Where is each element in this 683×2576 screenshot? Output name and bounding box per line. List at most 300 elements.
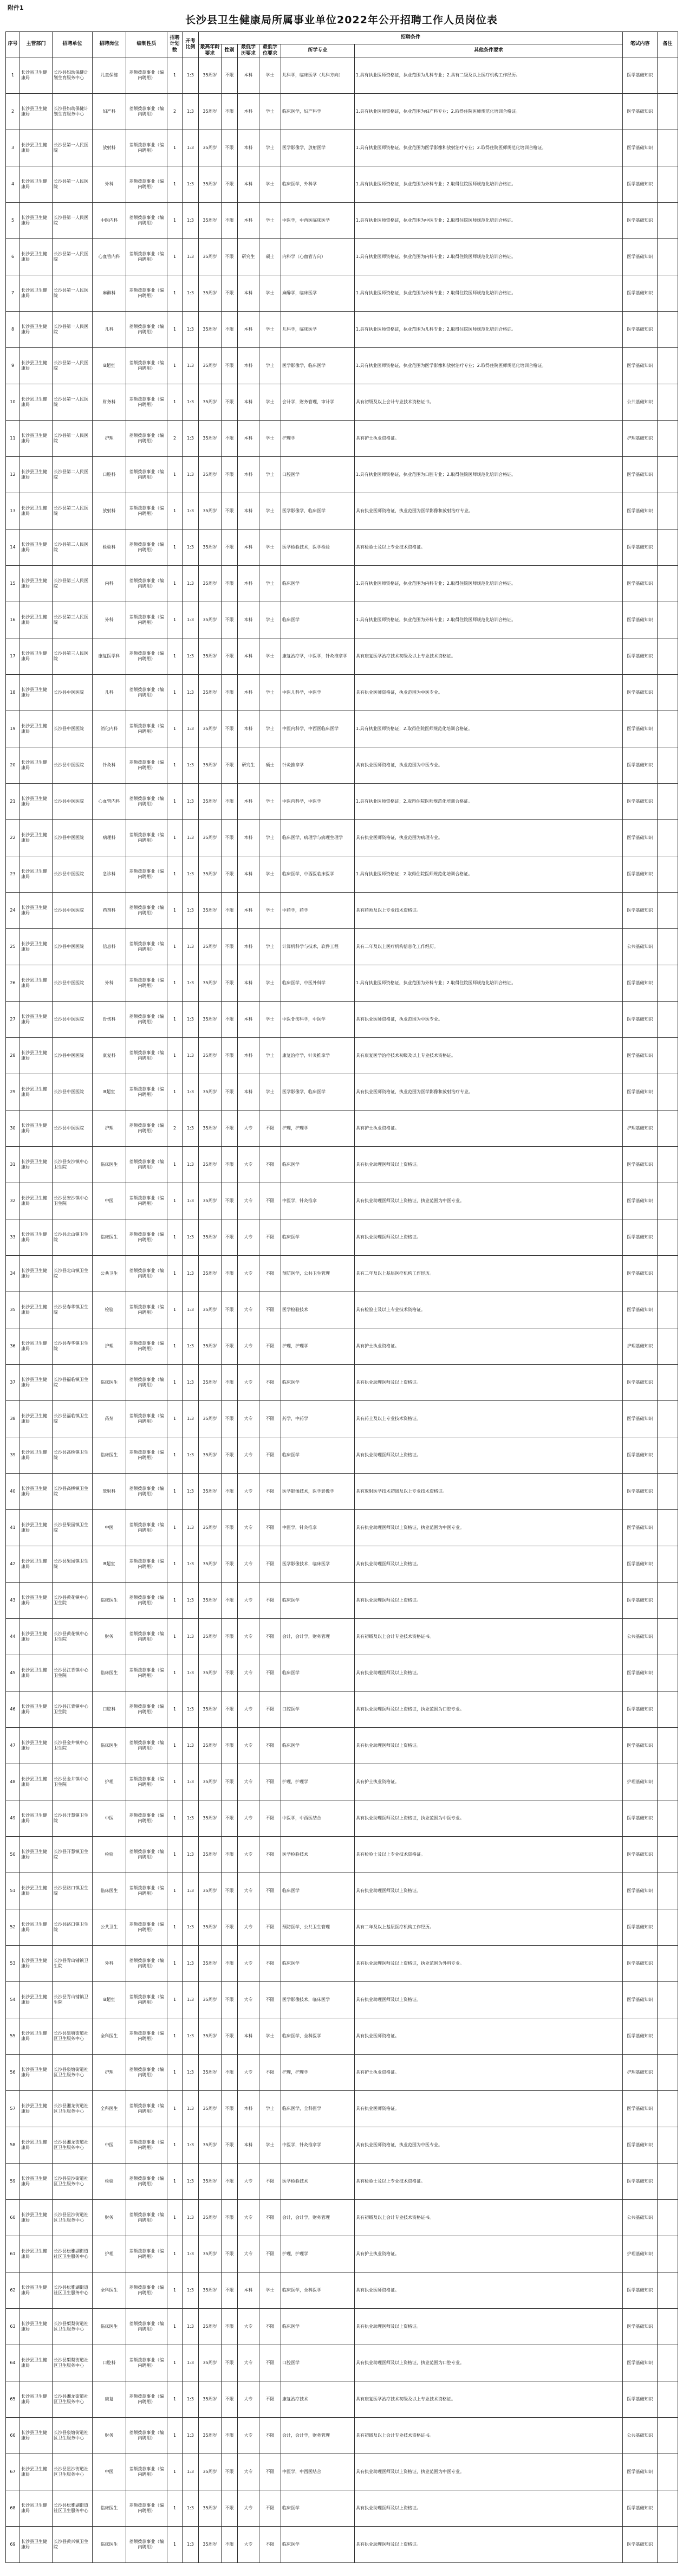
cell-other: 1.具有执业医师资格证；2.取得住院医师规范化培训合格证。 bbox=[355, 784, 623, 820]
cell-unit: 长沙县安沙镇中心卫生院 bbox=[53, 1183, 93, 1219]
cell-other: 1.具有执业医师资格证；2.取得住院医师规范化培训合格证。 bbox=[355, 711, 623, 747]
cell-count: 1 bbox=[167, 856, 183, 893]
cell-seq: 7 bbox=[6, 275, 20, 312]
cell-remark bbox=[658, 1510, 678, 1546]
cell-edu: 本科 bbox=[238, 820, 259, 856]
cell-exam: 医学基础知识 bbox=[623, 1982, 658, 2018]
cell-ratio: 1:3 bbox=[183, 1800, 199, 1837]
cell-ratio: 1:3 bbox=[183, 2454, 199, 2490]
cell-post: 儿科 bbox=[93, 312, 126, 348]
cell-gender: 不限 bbox=[222, 130, 238, 166]
cell-unit: 长沙县第二人民医院 bbox=[53, 457, 93, 493]
cell-ratio: 1:3 bbox=[183, 1546, 199, 1583]
cell-count: 1 bbox=[167, 2381, 183, 2418]
cell-post: 临床医生 bbox=[93, 2490, 126, 2527]
cell-exam: 医学基础知识 bbox=[623, 1655, 658, 1691]
cell-count: 1 bbox=[167, 602, 183, 638]
cell-dept: 长沙县卫生健康局 bbox=[20, 1401, 53, 1437]
header-remark: 备注 bbox=[658, 32, 678, 57]
cell-age: 35周岁 bbox=[199, 1219, 222, 1256]
cell-gender: 不限 bbox=[222, 1655, 238, 1691]
cell-ratio: 1:3 bbox=[183, 1982, 199, 2018]
cell-major: 中医骨伤科学，中医学 bbox=[281, 1002, 355, 1038]
cell-type: 差额拨款事业（编内聘用） bbox=[126, 1691, 167, 1728]
cell-ratio: 1:3 bbox=[183, 348, 199, 384]
cell-exam: 医学基础知识 bbox=[623, 1292, 658, 1328]
cell-age: 35周岁 bbox=[199, 1111, 222, 1147]
cell-exam: 医学基础知识 bbox=[623, 2164, 658, 2200]
cell-type: 差额拨款事业（编内聘用） bbox=[126, 166, 167, 203]
cell-gender: 不限 bbox=[222, 965, 238, 1002]
cell-unit: 长沙县中医医院 bbox=[53, 747, 93, 784]
cell-degree: 学士 bbox=[259, 275, 281, 312]
cell-remark bbox=[658, 602, 678, 638]
table-row bbox=[6, 2091, 678, 2127]
cell-dept: 长沙县卫生健康局 bbox=[20, 130, 53, 166]
cell-age: 35周岁 bbox=[199, 1764, 222, 1800]
cell-age: 35周岁 bbox=[199, 2527, 222, 2563]
cell-dept: 长沙县卫生健康局 bbox=[20, 1728, 53, 1764]
cell-exam: 医学基础知识 bbox=[623, 530, 658, 566]
cell-other: 具有执业医师资格证，执业范围为中医专业。 bbox=[355, 2127, 623, 2164]
cell-dept: 长沙县卫生健康局 bbox=[20, 1546, 53, 1583]
cell-unit: 长沙县北山镇卫生院 bbox=[53, 1256, 93, 1292]
cell-degree: 不限 bbox=[259, 1909, 281, 1946]
cell-unit: 长沙县北山镇卫生院 bbox=[53, 1219, 93, 1256]
cell-post: 护理 bbox=[93, 2055, 126, 2091]
cell-seq: 34 bbox=[6, 1256, 20, 1292]
cell-exam: 医学基础知识 bbox=[623, 602, 658, 638]
table-row bbox=[6, 1002, 678, 1038]
cell-age: 35周岁 bbox=[199, 820, 222, 856]
cell-major: 护理，护理学 bbox=[281, 2055, 355, 2091]
cell-other: 具有二年及以上基层医疗机构工作经历。 bbox=[355, 1909, 623, 1946]
cell-gender: 不限 bbox=[222, 457, 238, 493]
cell-seq: 10 bbox=[6, 384, 20, 421]
cell-remark bbox=[658, 166, 678, 203]
cell-ratio: 1:3 bbox=[183, 530, 199, 566]
cell-seq: 63 bbox=[6, 2309, 20, 2345]
cell-ratio: 1:3 bbox=[183, 166, 199, 203]
cell-edu: 本科 bbox=[238, 675, 259, 711]
cell-major: 中医学，针灸推拿 bbox=[281, 1183, 355, 1219]
cell-other: 具有放射医学技术初级及以上专业技术资格证。 bbox=[355, 1474, 623, 1510]
cell-major: 临床医学 bbox=[281, 1437, 355, 1474]
cell-gender: 不限 bbox=[222, 166, 238, 203]
table-row bbox=[6, 1619, 678, 1655]
cell-edu: 大专 bbox=[238, 1946, 259, 1982]
cell-type: 差额拨款事业（编内聘用） bbox=[126, 747, 167, 784]
cell-edu: 大专 bbox=[238, 2236, 259, 2272]
cell-type: 差额拨款事业（编内聘用） bbox=[126, 711, 167, 747]
cell-unit: 长沙县松雅湖街道社区卫生服务中心 bbox=[53, 2272, 93, 2309]
cell-unit: 长沙县第一人民医院 bbox=[53, 203, 93, 239]
cell-seq: 55 bbox=[6, 2018, 20, 2055]
table-row bbox=[6, 1837, 678, 1873]
cell-seq: 29 bbox=[6, 1074, 20, 1111]
cell-exam: 公共基础知识 bbox=[623, 384, 658, 421]
cell-exam: 护理基础知识 bbox=[623, 2236, 658, 2272]
cell-count: 1 bbox=[167, 1328, 183, 1365]
cell-degree: 不限 bbox=[259, 2527, 281, 2563]
cell-unit: 长沙县㮾梨街道社区卫生服务中心 bbox=[53, 2309, 93, 2345]
cell-remark bbox=[658, 2381, 678, 2418]
cell-degree: 不限 bbox=[259, 1510, 281, 1546]
cell-gender: 不限 bbox=[222, 312, 238, 348]
cell-seq: 45 bbox=[6, 1655, 20, 1691]
cell-major: 中医内科学，中医学 bbox=[281, 784, 355, 820]
cell-seq: 35 bbox=[6, 1292, 20, 1328]
cell-major: 中医学，中西医临床医学 bbox=[281, 203, 355, 239]
cell-count: 1 bbox=[167, 1655, 183, 1691]
cell-type: 差额拨款事业（编内聘用） bbox=[126, 94, 167, 130]
table-row bbox=[6, 1474, 678, 1510]
cell-ratio: 1:3 bbox=[183, 457, 199, 493]
cell-type: 差额拨款事业（编内聘用） bbox=[126, 2418, 167, 2454]
cell-ratio: 1:3 bbox=[183, 929, 199, 965]
cell-edu: 大专 bbox=[238, 2490, 259, 2527]
table-row bbox=[6, 675, 678, 711]
cell-count: 1 bbox=[167, 1401, 183, 1437]
cell-remark bbox=[658, 312, 678, 348]
cell-age: 35周岁 bbox=[199, 2018, 222, 2055]
cell-gender: 不限 bbox=[222, 2055, 238, 2091]
cell-post: 内科 bbox=[93, 566, 126, 602]
cell-unit: 长沙县金井镇中心卫生院 bbox=[53, 1728, 93, 1764]
cell-count: 1 bbox=[167, 2309, 183, 2345]
cell-dept: 长沙县卫生健康局 bbox=[20, 2127, 53, 2164]
cell-count: 1 bbox=[167, 1764, 183, 1800]
cell-remark bbox=[658, 203, 678, 239]
cell-count: 1 bbox=[167, 2454, 183, 2490]
table-row bbox=[6, 384, 678, 421]
cell-exam: 医学基础知识 bbox=[623, 1474, 658, 1510]
cell-major: 临床医学 bbox=[281, 566, 355, 602]
cell-other: 具有执业助理医师及以上资格证。 bbox=[355, 1728, 623, 1764]
cell-degree: 不限 bbox=[259, 1401, 281, 1437]
cell-major: 临床医学，全科医学 bbox=[281, 2272, 355, 2309]
cell-unit: 长沙县松雅湖街道社区卫生服务中心 bbox=[53, 2490, 93, 2527]
cell-other: 具有执业医师资格证，执业范围为医学影像和放射治疗专业。 bbox=[355, 493, 623, 530]
cell-type: 差额拨款事业（编内聘用） bbox=[126, 1111, 167, 1147]
cell-unit: 长沙县黄花镇中心卫生院 bbox=[53, 1619, 93, 1655]
cell-seq: 23 bbox=[6, 856, 20, 893]
cell-unit: 长沙县黄花镇中心卫生院 bbox=[53, 1583, 93, 1619]
table-row bbox=[6, 57, 678, 94]
cell-edu: 本科 bbox=[238, 638, 259, 675]
cell-degree: 学士 bbox=[259, 566, 281, 602]
cell-seq: 54 bbox=[6, 1982, 20, 2018]
cell-remark bbox=[658, 2527, 678, 2563]
cell-ratio: 1:3 bbox=[183, 2164, 199, 2200]
cell-exam: 医学基础知识 bbox=[623, 130, 658, 166]
cell-post: 康复 bbox=[93, 2381, 126, 2418]
cell-degree: 不限 bbox=[259, 2381, 281, 2418]
cell-major: 中医学，中西医结合 bbox=[281, 1800, 355, 1837]
table-row bbox=[6, 2309, 678, 2345]
cell-edu: 大专 bbox=[238, 2381, 259, 2418]
cell-type: 差额拨款事业（编内聘用） bbox=[126, 820, 167, 856]
cell-post: 药剂 bbox=[93, 1401, 126, 1437]
cell-ratio: 1:3 bbox=[183, 239, 199, 275]
cell-age: 35周岁 bbox=[199, 1437, 222, 1474]
cell-type: 差额拨款事业（编内聘用） bbox=[126, 2454, 167, 2490]
cell-ratio: 1:3 bbox=[183, 312, 199, 348]
cell-seq: 69 bbox=[6, 2527, 20, 2563]
cell-unit: 长沙县路口镇卫生院 bbox=[53, 1909, 93, 1946]
cell-dept: 长沙县卫生健康局 bbox=[20, 384, 53, 421]
cell-degree: 不限 bbox=[259, 1365, 281, 1401]
cell-major: 医学影像技术，临床医学 bbox=[281, 1546, 355, 1583]
cell-exam: 医学基础知识 bbox=[623, 203, 658, 239]
cell-count: 1 bbox=[167, 2236, 183, 2272]
table-body bbox=[6, 57, 678, 2563]
cell-edu: 研究生 bbox=[238, 239, 259, 275]
cell-post: 病理科 bbox=[93, 820, 126, 856]
cell-age: 35周岁 bbox=[199, 784, 222, 820]
cell-dept: 长沙县卫生健康局 bbox=[20, 965, 53, 1002]
cell-unit: 长沙县中医医院 bbox=[53, 1002, 93, 1038]
cell-ratio: 1:3 bbox=[183, 1691, 199, 1728]
cell-gender: 不限 bbox=[222, 1909, 238, 1946]
cell-gender: 不限 bbox=[222, 2272, 238, 2309]
cell-dept: 长沙县卫生健康局 bbox=[20, 2164, 53, 2200]
header-edu: 最低学历要求 bbox=[238, 44, 259, 57]
cell-gender: 不限 bbox=[222, 57, 238, 94]
cell-type: 差额拨款事业（编内聘用） bbox=[126, 784, 167, 820]
cell-gender: 不限 bbox=[222, 493, 238, 530]
cell-edu: 本科 bbox=[238, 1038, 259, 1074]
cell-post: 药剂科 bbox=[93, 893, 126, 929]
cell-degree: 不限 bbox=[259, 1546, 281, 1583]
cell-count: 1 bbox=[167, 493, 183, 530]
table-row bbox=[6, 493, 678, 530]
cell-age: 35周岁 bbox=[199, 2381, 222, 2418]
header-conditions: 招聘条件 bbox=[199, 32, 623, 44]
cell-edu: 大专 bbox=[238, 1873, 259, 1909]
cell-ratio: 1:3 bbox=[183, 2309, 199, 2345]
cell-degree: 学士 bbox=[259, 166, 281, 203]
cell-edu: 本科 bbox=[238, 57, 259, 94]
cell-seq: 33 bbox=[6, 1219, 20, 1256]
cell-count: 2 bbox=[167, 1111, 183, 1147]
cell-age: 35周岁 bbox=[199, 130, 222, 166]
cell-count: 1 bbox=[167, 2018, 183, 2055]
cell-type: 差额拨款事业（编内聘用） bbox=[126, 1437, 167, 1474]
cell-exam: 公共基础知识 bbox=[623, 929, 658, 965]
cell-count: 1 bbox=[167, 1365, 183, 1401]
cell-exam: 医学基础知识 bbox=[623, 57, 658, 94]
cell-type: 差额拨款事业（编内聘用） bbox=[126, 493, 167, 530]
cell-count: 1 bbox=[167, 2127, 183, 2164]
cell-exam: 医学基础知识 bbox=[623, 1074, 658, 1111]
cell-major: 内科学（心血管方向） bbox=[281, 239, 355, 275]
cell-other: 具有康复医学治疗技术初级及以上专业技术资格证。 bbox=[355, 638, 623, 675]
cell-unit: 长沙县江背镇中心卫生院 bbox=[53, 1655, 93, 1691]
cell-age: 35周岁 bbox=[199, 929, 222, 965]
cell-ratio: 1:3 bbox=[183, 2055, 199, 2091]
cell-count: 1 bbox=[167, 2055, 183, 2091]
cell-age: 35周岁 bbox=[199, 1510, 222, 1546]
cell-type: 差额拨款事业（编内聘用） bbox=[126, 1256, 167, 1292]
cell-post: 妇产科 bbox=[93, 94, 126, 130]
cell-edu: 大专 bbox=[238, 1800, 259, 1837]
cell-count: 1 bbox=[167, 1292, 183, 1328]
cell-gender: 不限 bbox=[222, 856, 238, 893]
cell-post: 心血管内科 bbox=[93, 239, 126, 275]
cell-degree: 不限 bbox=[259, 2490, 281, 2527]
cell-gender: 不限 bbox=[222, 2091, 238, 2127]
cell-type: 差额拨款事业（编内聘用） bbox=[126, 965, 167, 1002]
cell-degree: 学士 bbox=[259, 675, 281, 711]
cell-unit: 长沙县福临镇卫生院 bbox=[53, 1365, 93, 1401]
cell-ratio: 1:3 bbox=[183, 1655, 199, 1691]
table-row bbox=[6, 94, 678, 130]
table-row bbox=[6, 457, 678, 493]
cell-post: 中医 bbox=[93, 1800, 126, 1837]
cell-other: 具有护士执业资格证。 bbox=[355, 1111, 623, 1147]
cell-edu: 本科 bbox=[238, 203, 259, 239]
cell-degree: 学士 bbox=[259, 2272, 281, 2309]
cell-degree: 学士 bbox=[259, 1038, 281, 1074]
cell-dept: 长沙县卫生健康局 bbox=[20, 747, 53, 784]
cell-remark bbox=[658, 638, 678, 675]
cell-seq: 44 bbox=[6, 1619, 20, 1655]
cell-type: 差额拨款事业（编内聘用） bbox=[126, 2164, 167, 2200]
cell-remark bbox=[658, 2018, 678, 2055]
cell-age: 35周岁 bbox=[199, 638, 222, 675]
cell-other: 具有执业助理医师及以上资格证，执业范围为中医专业。 bbox=[355, 1800, 623, 1837]
cell-age: 35周岁 bbox=[199, 711, 222, 747]
cell-unit: 长沙县中医医院 bbox=[53, 675, 93, 711]
cell-count: 2 bbox=[167, 94, 183, 130]
cell-exam: 医学基础知识 bbox=[623, 1909, 658, 1946]
cell-seq: 14 bbox=[6, 530, 20, 566]
cell-seq: 41 bbox=[6, 1510, 20, 1546]
cell-post: 消化内科 bbox=[93, 711, 126, 747]
cell-count: 1 bbox=[167, 2527, 183, 2563]
cell-dept: 长沙县卫生健康局 bbox=[20, 2091, 53, 2127]
cell-exam: 护理基础知识 bbox=[623, 421, 658, 457]
cell-other: 具有检验士及以上专业技术资格证。 bbox=[355, 2164, 623, 2200]
cell-other: 1.具有执业医师资格证，执业范围为外科专业；2.取得住院医师规范化培训合格证。 bbox=[355, 275, 623, 312]
cell-unit: 长沙县第一人民医院 bbox=[53, 348, 93, 384]
header-count: 招聘计划数 bbox=[167, 32, 183, 57]
cell-other: 具有初级及以上会计专业技术资格证书。 bbox=[355, 384, 623, 421]
cell-ratio: 1:3 bbox=[183, 1437, 199, 1474]
cell-post: 护理 bbox=[93, 2236, 126, 2272]
cell-degree: 不限 bbox=[259, 1655, 281, 1691]
cell-seq: 67 bbox=[6, 2454, 20, 2490]
cell-dept: 长沙县卫生健康局 bbox=[20, 166, 53, 203]
cell-ratio: 1:3 bbox=[183, 893, 199, 929]
cell-gender: 不限 bbox=[222, 1800, 238, 1837]
cell-age: 35周岁 bbox=[199, 457, 222, 493]
cell-edu: 大专 bbox=[238, 1292, 259, 1328]
cell-type: 差额拨款事业（编内聘用） bbox=[126, 2381, 167, 2418]
cell-gender: 不限 bbox=[222, 2418, 238, 2454]
cell-ratio: 1:3 bbox=[183, 130, 199, 166]
cell-other: 1.具有执业医师资格证，执业范围为外科专业；2.取得住院医师规范化培训合格证。 bbox=[355, 602, 623, 638]
cell-unit: 长沙县第一人民医院 bbox=[53, 166, 93, 203]
cell-unit: 长沙县金井镇中心卫生院 bbox=[53, 1764, 93, 1800]
cell-age: 35周岁 bbox=[199, 1909, 222, 1946]
cell-remark bbox=[658, 1764, 678, 1800]
cell-exam: 医学基础知识 bbox=[623, 239, 658, 275]
cell-major: 医学检验技术，医学检验 bbox=[281, 530, 355, 566]
cell-other: 具有执业医师资格证。 bbox=[355, 2272, 623, 2309]
cell-exam: 医学基础知识 bbox=[623, 711, 658, 747]
cell-post: 全科医生 bbox=[93, 2091, 126, 2127]
table-row bbox=[6, 856, 678, 893]
cell-unit: 长沙县高桥镇卫生院 bbox=[53, 1437, 93, 1474]
cell-major: 医学影像技术，临床医学 bbox=[281, 1982, 355, 2018]
table-row bbox=[6, 1437, 678, 1474]
cell-edu: 本科 bbox=[238, 275, 259, 312]
cell-type: 差额拨款事业（编内聘用） bbox=[126, 1546, 167, 1583]
cell-other: 1.具有执业医师资格证，执业范围为内科专业；2.取得住院医师规范化培训合格证。 bbox=[355, 566, 623, 602]
cell-degree: 学士 bbox=[259, 457, 281, 493]
cell-degree: 不限 bbox=[259, 1111, 281, 1147]
cell-count: 1 bbox=[167, 747, 183, 784]
cell-remark bbox=[658, 1619, 678, 1655]
cell-gender: 不限 bbox=[222, 1728, 238, 1764]
cell-exam: 医学基础知识 bbox=[623, 1401, 658, 1437]
cell-ratio: 1:3 bbox=[183, 566, 199, 602]
cell-count: 1 bbox=[167, 929, 183, 965]
cell-ratio: 1:3 bbox=[183, 203, 199, 239]
cell-ratio: 1:3 bbox=[183, 1183, 199, 1219]
cell-age: 35周岁 bbox=[199, 384, 222, 421]
cell-unit: 长沙县中医医院 bbox=[53, 965, 93, 1002]
cell-unit: 长沙县路口镇卫生院 bbox=[53, 1873, 93, 1909]
cell-dept: 长沙县卫生健康局 bbox=[20, 784, 53, 820]
cell-unit: 长沙县第二人民医院 bbox=[53, 493, 93, 530]
cell-unit: 长沙县安沙镇中心卫生院 bbox=[53, 1147, 93, 1183]
cell-count: 1 bbox=[167, 2418, 183, 2454]
cell-exam: 护理基础知识 bbox=[623, 1111, 658, 1147]
cell-remark bbox=[658, 784, 678, 820]
cell-major: 临床医学，中西医临床医学 bbox=[281, 856, 355, 893]
cell-dept: 长沙县卫生健康局 bbox=[20, 1619, 53, 1655]
cell-dept: 长沙县卫生健康局 bbox=[20, 2309, 53, 2345]
cell-unit: 长沙县泉塘街道社区卫生服务中心 bbox=[53, 2055, 93, 2091]
cell-remark bbox=[658, 1655, 678, 1691]
cell-type: 差额拨款事业（编内聘用） bbox=[126, 384, 167, 421]
table-row bbox=[6, 820, 678, 856]
cell-gender: 不限 bbox=[222, 711, 238, 747]
cell-type: 差额拨款事业（编内聘用） bbox=[126, 1074, 167, 1111]
cell-dept: 长沙县卫生健康局 bbox=[20, 493, 53, 530]
cell-type: 差额拨款事业（编内聘用） bbox=[126, 130, 167, 166]
cell-post: 临床医生 bbox=[93, 1147, 126, 1183]
cell-type: 差额拨款事业（编内聘用） bbox=[126, 421, 167, 457]
cell-post: 全科医生 bbox=[93, 2272, 126, 2309]
cell-exam: 医学基础知识 bbox=[623, 1183, 658, 1219]
cell-type: 差额拨款事业（编内聘用） bbox=[126, 1365, 167, 1401]
cell-degree: 学士 bbox=[259, 1002, 281, 1038]
table-row bbox=[6, 2164, 678, 2200]
cell-major: 口腔医学 bbox=[281, 1691, 355, 1728]
cell-post: 护理 bbox=[93, 1764, 126, 1800]
cell-other: 具有初级及以上会计专业技术资格证书。 bbox=[355, 2418, 623, 2454]
cell-remark bbox=[658, 2236, 678, 2272]
cell-unit: 长沙县第三人民医院 bbox=[53, 566, 93, 602]
cell-ratio: 1:3 bbox=[183, 2018, 199, 2055]
cell-remark bbox=[658, 893, 678, 929]
cell-type: 差额拨款事业（编内聘用） bbox=[126, 675, 167, 711]
cell-exam: 医学基础知识 bbox=[623, 312, 658, 348]
